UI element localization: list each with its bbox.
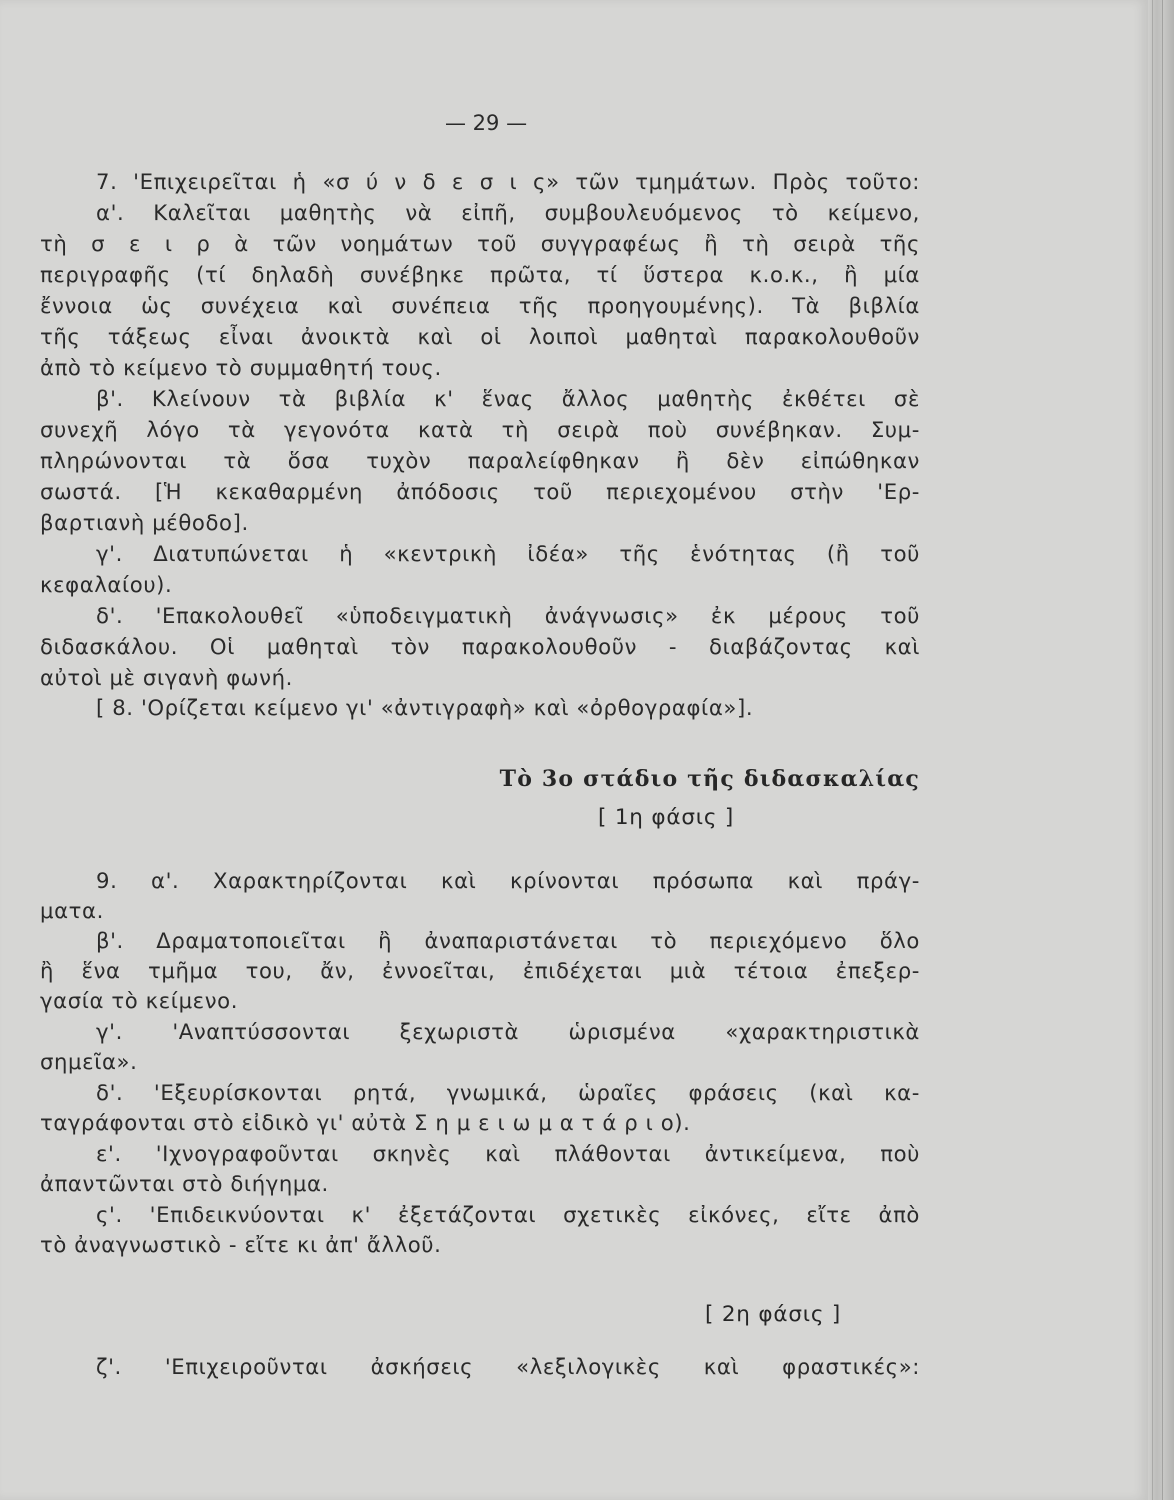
text-line: τὴ σ ε ι ρ ὰ τῶν νοημάτων τοῦ συγγραφέως ἢ τὴ σειρὰ τῆς	[40, 231, 920, 256]
text-line: ἀπαντῶνται στὸ διήγημα.	[40, 1171, 329, 1196]
text-line: ἢ ἕνα τμῆμα του, ἄν, ἐννοεῖται, ἐπιδέχεται μιὰ τέτοια ἐπεξερ-	[40, 958, 920, 983]
text-line: ε'. 'Ιχνογραφοῦνται σκηνὲς καὶ πλάθονται ἀντικείμενα, ποὺ	[96, 1141, 920, 1166]
text-line: σωστά. [Ἡ κεκαθαρμένη ἀπόδοσις τοῦ περιεχομένου στὴν 'Ερ-	[40, 479, 920, 504]
text-line: 9. α'. Χαρακτηρίζονται καὶ κρίνονται πρόσωπα καὶ πράγ-	[96, 868, 920, 893]
page-edge	[1148, 0, 1174, 1500]
text-line: πληρώνονται τὰ ὅσα τυχὸν παραλείφθηκαν ἢ δὲν εἰπώθηκαν	[40, 448, 920, 473]
text-line: ταγράφονται στὸ εἰδικὸ γι' αὐτὰ Σ η μ ε ι ω μ α τ ά ρ ι ο).	[40, 1110, 691, 1135]
text-line: 7. 'Επιχειρεῖται ἡ «σ ύ ν δ ε σ ι ς» τῶν τμημάτων. Πρὸς τοῦτο:	[96, 169, 920, 194]
text-line: ς'. 'Επιδεικνύονται κ' ἐξετάζονται σχετικὲς εἰκόνες, εἴτε ἀπὸ	[96, 1202, 920, 1227]
text-line: β'. Δραματοποιεῖται ἢ ἀναπαριστάνεται τὸ περιεχόμενο ὅλο	[96, 928, 920, 953]
phase-1-label: [ 1η φάσις ]	[598, 805, 735, 830]
text-line: περιγραφῆς (τί δηλαδὴ συνέβηκε πρῶτα, τί ὕστερα κ.ο.κ., ἢ μία	[40, 262, 920, 287]
item-8-line: [ 8. 'Ορίζεται κείμενο γι' «ἀντιγραφὴ» καὶ «ὀρθογραφία»].	[96, 695, 754, 720]
text-line: ἔννοια ὡς συνέχεια καὶ συνέπεια τῆς προηγουμένης). Τὰ βιβλία	[40, 293, 920, 318]
text-line: γ'. Διατυπώνεται ἡ «κεντρικὴ ἰδέα» τῆς ἑνότητας (ἢ τοῦ	[96, 541, 920, 566]
text-line: διδασκάλου. Οἱ μαθηταὶ τὸν παρακολουθοῦν - διαβάζοντας καὶ	[40, 634, 920, 659]
text-line: ἀπὸ τὸ κείμενο τὸ συμμαθητή τους.	[40, 355, 442, 380]
text-line: δ'. 'Επακολουθεῖ «ὑποδειγματικὴ ἀνάγνωσις» ἐκ μέρους τοῦ	[96, 603, 920, 628]
text-line: ματα.	[40, 898, 104, 923]
page-number: — 29 —	[445, 111, 528, 135]
text-line-last: ζ'. 'Επιχειροῦνται ἀσκήσεις «λεξιλογικὲς καὶ φραστικές»:	[96, 1354, 920, 1379]
text-line: κεφαλαίου).	[40, 572, 173, 597]
text-line: συνεχῆ λόγο τὰ γεγονότα κατὰ τὴ σειρὰ ποὺ συνέβηκαν. Συμ-	[40, 417, 920, 442]
phase-2-label: [ 2η φάσις ]	[705, 1302, 842, 1327]
text-line: β'. Κλείνουν τὰ βιβλία κ' ἕνας ἄλλος μαθητὴς ἐκθέτει σὲ	[96, 386, 920, 411]
text-line: αὐτοὶ μὲ σιγανὴ φωνή.	[40, 665, 293, 690]
text-line: α'. Καλεῖται μαθητὴς νὰ εἰπῆ, συμβουλευόμενος τὸ κείμενο,	[96, 200, 920, 225]
text-line: σημεῖα».	[40, 1049, 138, 1074]
stage-heading: Τὸ 3ο στάδιο τῆς διδασκαλίας	[499, 766, 920, 792]
text-line: τῆς τάξεως εἶναι ἀνοικτὰ καὶ οἱ λοιποὶ μαθηταὶ παρακολουθοῦν	[40, 324, 920, 349]
text-line: τὸ ἀναγνωστικὸ - εἴτε κι ἀπ' ἄλλοῦ.	[40, 1232, 442, 1257]
text-line: γ'. 'Αναπτύσσονται ξεχωριστὰ ὡρισμένα «χαρακτηριστικὰ	[96, 1019, 920, 1044]
text-line: δ'. 'Εξευρίσκονται ρητά, γνωμικά, ὡραῖες φράσεις (καὶ κα-	[96, 1080, 920, 1105]
text-line: γασία τὸ κείμενο.	[40, 988, 239, 1013]
text-line: βαρτιανὴ μέθοδο].	[40, 510, 249, 535]
